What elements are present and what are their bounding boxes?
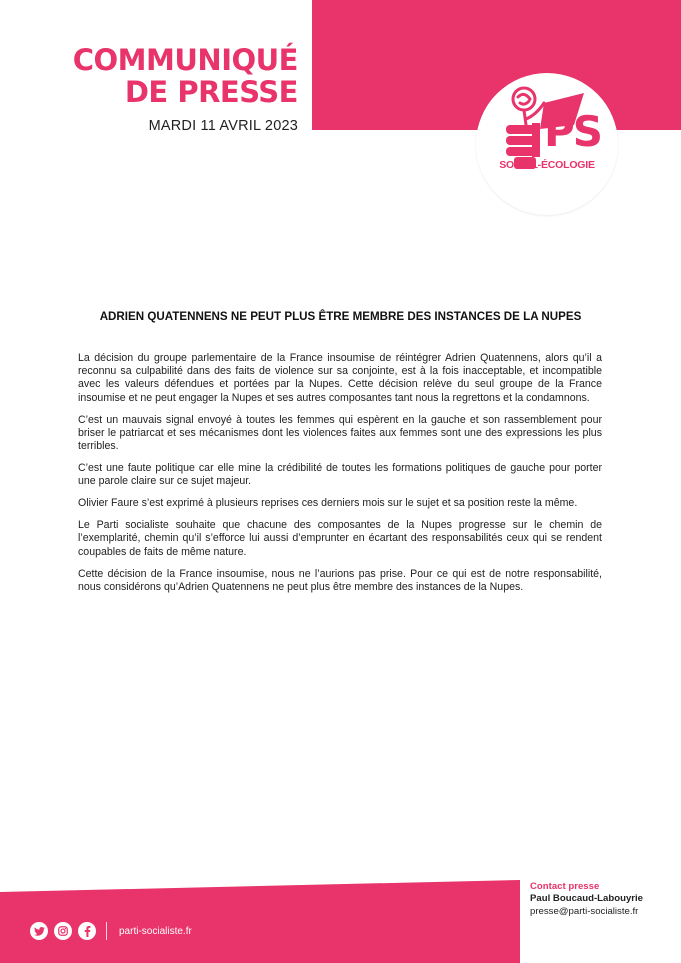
logo-letters: PS bbox=[544, 107, 602, 156]
release-date: MARDI 11 AVRIL 2023 bbox=[148, 118, 298, 134]
instagram-icon[interactable] bbox=[54, 922, 72, 940]
title-line-2: DE PRESSE bbox=[124, 75, 298, 109]
paragraph: C’est un mauvais signal envoyé à toutes les femmes qui espèrent en la gauche et son rassemblement pour briser le patriarcat et ses mécanismes dont les violences faites aux femmes sont une des expressions les plus terribles. bbox=[78, 413, 602, 453]
social-links bbox=[30, 922, 192, 940]
logo-tagline: SOCIAL-ÉCOLOGIE bbox=[499, 159, 595, 171]
facebook-icon[interactable] bbox=[78, 922, 96, 940]
article-body bbox=[78, 352, 602, 603]
paragraph: Olivier Faure s’est exprimé à plusieurs reprises ces derniers mois sur le sujet et sa position reste la même. bbox=[78, 497, 578, 510]
article-headline: ADRIEN QUATENNENS NE PEUT PLUS ÊTRE MEMBRE DES INSTANCES DE LA NUPES bbox=[99, 310, 582, 323]
press-contact bbox=[530, 881, 643, 918]
paragraph: La décision du groupe parlementaire de la France insoumise de réintégrer Adrien Quatennens, alors qu’il a reconnu sa culpabilité dans des faits de violence sur sa conjointe, est à la fois inacceptable, et incompatible avec les valeurs défendues et portées par la Nupes. Cette décision relève du seul groupe de la France insoumise et ne peut engager la Nupes et ses autres composantes tant nous la regrettons et la condamnons. bbox=[78, 352, 602, 404]
paragraph: Cette décision de la France insoumise, nous ne l’aurions pas prise. Pour ce qui est de notre responsabilité, nous considérons qu’Adrien Quatennens ne peut plus être membre des instances de la Nupes. bbox=[78, 567, 602, 593]
title-line-1: COMMUNIQUÉ bbox=[72, 43, 298, 77]
paragraph: Le Parti socialiste souhaite que chacune des composantes de la Nupes progresse sur le chemin de l’exemplarité, chemin qu’il s’efforce lui aussi d’emprunter en écartant des responsabilités ceux qui se rendent coupables de faits de même nature. bbox=[78, 519, 602, 558]
twitter-icon[interactable] bbox=[30, 922, 48, 940]
website-link[interactable]: parti-socialiste.fr bbox=[119, 925, 192, 937]
contact-name: Paul Boucaud-Labouyrie bbox=[530, 893, 644, 905]
contact-email[interactable]: presse@parti-socialiste.fr bbox=[530, 905, 639, 917]
divider bbox=[106, 922, 107, 940]
contact-label: Contact presse bbox=[530, 881, 600, 892]
ps-logo bbox=[476, 73, 618, 215]
paragraph: C’est une faute politique car elle mine la crédibilité de toutes les formations politiques de gauche pour porter une parole claire sur ce sujet majeur. bbox=[78, 462, 602, 488]
page-title bbox=[73, 44, 298, 108]
